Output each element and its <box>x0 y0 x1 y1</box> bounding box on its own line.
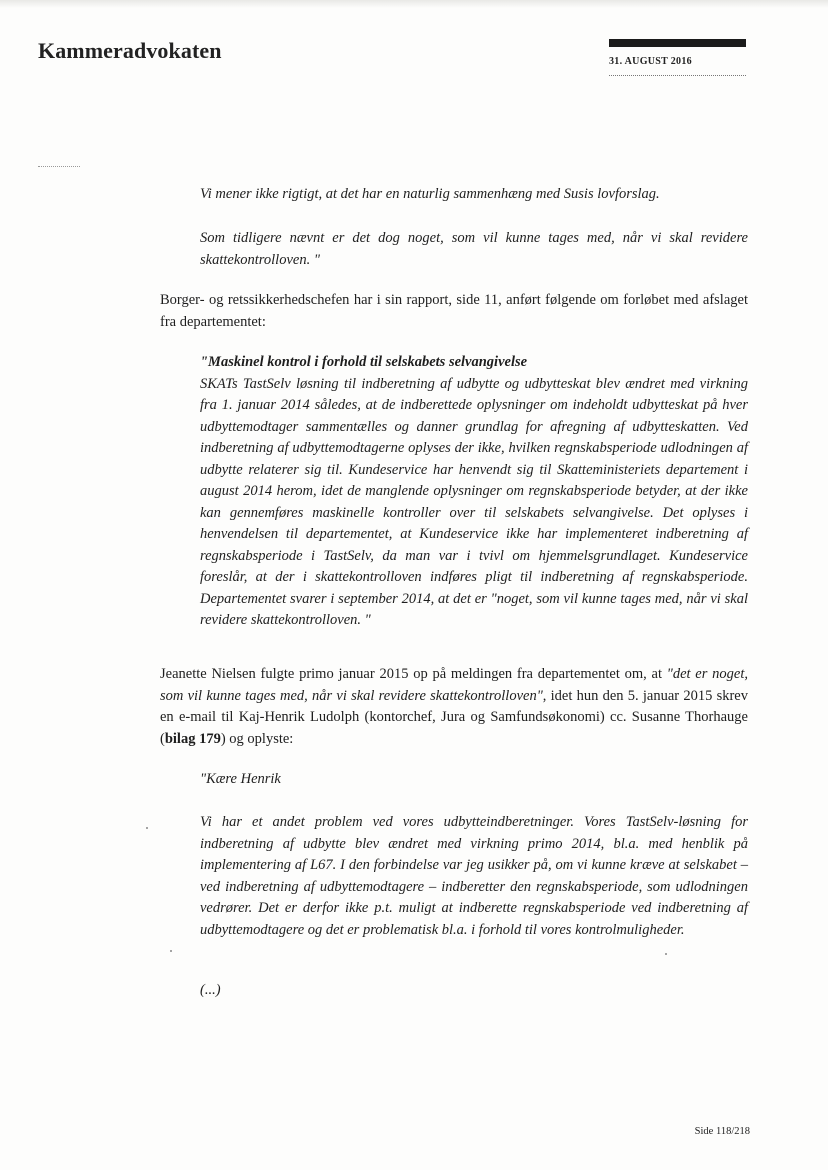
header-divider <box>609 75 746 76</box>
quote-block-report <box>200 352 748 632</box>
quote-report-body: SKATs TastSelv løsning til indberetning af udbytte og udbytteskat blev ændret med virkning fra 1. januar 2014 således, at de indberettede oplysninger om indeholdt udbytteskat på hver udbyttemodtager sammentælles og danner grundlag for afregning af udbytteskatten. Ved indberetning af udbyttemodtagerne oplyses der ikke, hvilken regnskabsperiode udlodningen af udbytte relaterer sig til. Kundeservice har henvendt sig til Skatteministeriets departement i august 2014 herom, idet de manglende oplysninger om regnskabsperiode betyder, at der ikke kan gennemføres maskinelle kontroller over til selskabets selvangivelse. Det oplyses i henvendelsen til departementet, at Kundeservice ikke har implementeret indberetning af regnskabsperiode i TastSelv, da man var i tvivl om hjemmelsgrundlaget. Kundeservice foreslår, at der i skattekontrolloven indføres pligt til indberetning af regnskabsperiode. Departementet svarer i september 2014, at det er "noget, som vil kunne tages med, når vi skal revidere skattekontrolloven. " <box>200 375 748 628</box>
quote-email-body: Vi har et andet problem ved vores udbytteindberetninger. Vores TastSelv-løsning for indberetning af udbytte blev ændret med virkning primo 2014, bl.a. med henblik på implementering af L67. I den forbindelse var jeg usikker på, om vi kunne kræve at selskabet – ved indberetning af udbyttemodtagere – indberetter den regnskabsperiode, som udlodningen vedrører. Det er derfor ikke p.t. muligt at indberette regnskabsperiode ved indberetning af udbyttemodtagere og det er problematisk bl.a. i forhold til vores kontrolmuligheder. <box>200 814 748 938</box>
body-paragraph-1: Borger- og retssikkerhedschefen har i sin rapport, side 11, anført følgende om forløbet med afslaget fra departementet: <box>160 292 748 330</box>
quote-ellipsis: (...) <box>200 982 221 998</box>
quote-salutation: "Kære Henrik <box>200 771 281 787</box>
scan-speck <box>146 827 148 829</box>
scan-speck <box>170 950 172 952</box>
quote-paragraph-1: Vi mener ikke rigtigt, at det har en naturlig sammenhæng med Susis lovforslag. <box>200 186 660 202</box>
header-bar <box>609 39 746 47</box>
side-divider <box>38 166 80 167</box>
quote-paragraph-2: Som tidligere nævnt er det dog noget, som vil kunne tages med, når vi skal revidere skattekontrolloven. " <box>200 230 748 268</box>
brand-name: Kammeradvokaten <box>38 38 222 63</box>
page-top-edge <box>0 0 828 8</box>
body-text-segment: ) og oplyste: <box>220 730 294 747</box>
body-text-segment: , idet hun den 5. januar 2015 skrev en e-mail til Kaj-Henrik Ludolph (kontorchef, Jura og Samfundsøkonomi) cc. Susanne Thorhauge ( <box>160 687 748 747</box>
body-text-segment: Jeanette Nielsen fulgte primo januar 2015 op på meldingen fra departementet om, at <box>160 666 667 682</box>
bilag-reference: bilag 179 <box>164 730 221 747</box>
body-italic-quote: "det er noget, som vil kunne tages med, når vi skal revidere skattekontrolloven" <box>160 666 748 704</box>
body-paragraph-2 <box>160 664 748 750</box>
page-number: Side 118/218 <box>694 1126 750 1137</box>
quote-heading: "Maskinel kontrol i forhold til selskabets selvangivelse <box>200 354 528 370</box>
header-date: 31. AUGUST 2016 <box>609 56 692 67</box>
scan-speck <box>665 953 667 955</box>
